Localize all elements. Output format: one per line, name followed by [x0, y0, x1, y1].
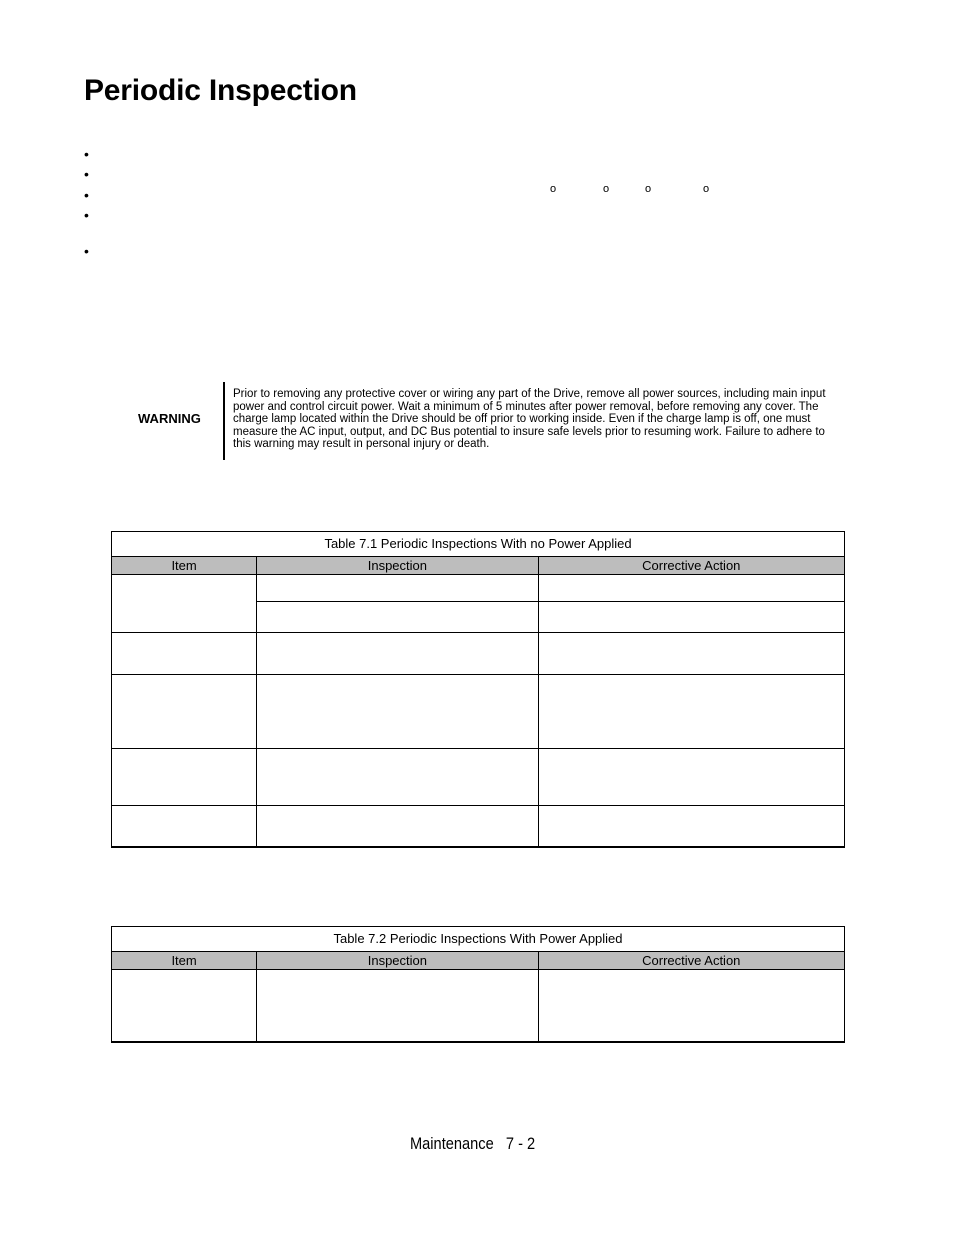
table-periodic-inspections-no-power: [111, 531, 845, 848]
degree-mark: o: [703, 183, 710, 195]
table-caption: Table 7.1 Periodic Inspections With no Power Applied: [112, 532, 845, 557]
column-header-corrective-action: Corrective Action: [538, 952, 844, 970]
table-cell: [538, 633, 844, 675]
table-cell: [538, 675, 844, 749]
table-cell: [112, 575, 257, 633]
bullet-point: •: [84, 243, 89, 259]
table-cell: [112, 633, 257, 675]
table-cell: [257, 602, 538, 633]
column-header-inspection: Inspection: [257, 557, 538, 575]
degree-mark: o: [550, 183, 557, 195]
degree-mark: o: [645, 183, 652, 195]
table-row: [112, 633, 845, 675]
page-title: Periodic Inspection: [84, 74, 357, 107]
table-row: [112, 970, 845, 1043]
footer-text: Maintenance 7 - 2: [410, 1134, 536, 1153]
table-periodic-inspections-power-applied: [111, 926, 845, 1043]
degree-mark: o: [603, 183, 610, 195]
bullet-point: •: [84, 207, 89, 223]
page-footer: [410, 1134, 535, 1154]
table-cell: [257, 970, 538, 1043]
warning-text: Prior to removing any protective cover or wiring any part of the Drive, remove all power sources, including main input power and control circuit power. Wait a minimum of 5 minutes after power removal, before removing any cover. The charge lamp located within the Drive should be off prior to working inside. Even if the charge lamp is off, one must measure the AC input, output, and DC Bus potential to insure safe levels prior to resuming work. Failure to adhere to this warning may result in personal injury or death.: [233, 388, 826, 451]
table-cell: [538, 749, 844, 806]
column-header-corrective-action: Corrective Action: [538, 557, 844, 575]
table-row: [112, 575, 845, 602]
table-row: [112, 806, 845, 848]
column-header-item: Item: [112, 952, 257, 970]
table-cell: [112, 675, 257, 749]
table-cell: [257, 675, 538, 749]
bullet-point: •: [84, 187, 89, 203]
table-cell: [257, 806, 538, 848]
table-cell: [257, 575, 538, 602]
table-cell: [538, 806, 844, 848]
table-cell: [112, 806, 257, 848]
table-caption: Table 7.2 Periodic Inspections With Power Applied: [112, 927, 845, 952]
table-cell: [538, 602, 844, 633]
column-header-inspection: Inspection: [257, 952, 538, 970]
table-cell: [257, 633, 538, 675]
table-row: [112, 749, 845, 806]
warning-label: WARNING: [138, 411, 201, 426]
table-cell: [112, 970, 257, 1043]
table-cell: [538, 575, 844, 602]
table-cell: [538, 970, 844, 1043]
table-cell: [112, 749, 257, 806]
bullet-point: •: [84, 146, 89, 162]
table-cell: [257, 749, 538, 806]
bullet-point: •: [84, 166, 89, 182]
warning-divider: [223, 382, 225, 460]
column-header-item: Item: [112, 557, 257, 575]
table-row: [112, 675, 845, 749]
